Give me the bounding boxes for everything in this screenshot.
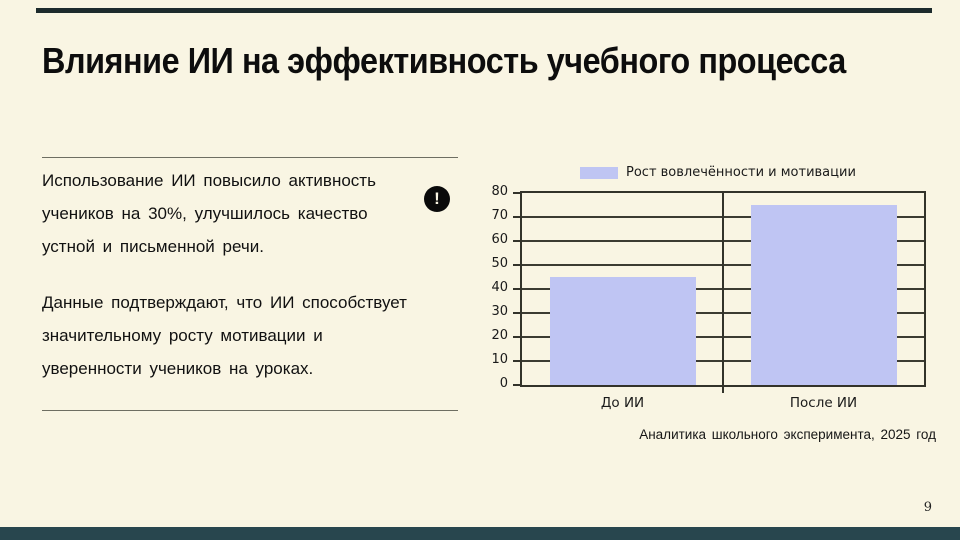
legend-label: Рост вовлечённости и мотивации [626,165,856,180]
y-tick-label: 60 [491,232,508,247]
paragraph-line: устной и письменной речи. [42,237,264,256]
paragraph-line: значительному росту мотивации и [42,326,323,345]
x-tick-label: До ИИ [600,395,645,411]
slide-title: Влияние ИИ на эффективность учебного процесса [42,40,846,81]
paragraph-line: Использование ИИ повысило активность [42,171,376,190]
exclamation-icon [424,186,450,212]
category-divider [722,193,724,393]
chart-plot-area [491,184,926,411]
y-tick-label: 40 [491,280,508,295]
paragraph-line: уверенности учеников на уроках. [42,359,314,378]
bar [550,277,696,385]
y-axis-tick [513,240,520,242]
text-panel-top-rule [42,157,458,158]
text-paragraph-1 [42,164,442,263]
y-tick-label: 20 [491,328,508,343]
y-axis-tick [513,216,520,218]
y-axis-tick [513,192,520,194]
y-tick-label: 80 [491,184,508,199]
page-number: 9 [923,500,932,515]
top-accent-line [36,8,932,13]
y-tick-label: 0 [499,376,508,391]
chart-legend [580,165,856,180]
text-paragraph-2 [42,286,442,385]
y-axis-tick [513,384,520,386]
bar [751,205,897,385]
y-axis-tick [513,264,520,266]
legend-swatch [580,167,618,179]
x-tick-label: После ИИ [789,395,858,411]
y-tick-label: 70 [491,208,508,223]
y-axis-tick [513,312,520,314]
paragraph-line: учеников на 30%, улучшилось качество [42,204,368,223]
y-tick-label: 30 [491,304,508,319]
y-tick-label: 50 [491,256,508,271]
exclamation-glyph: ! [434,189,440,208]
chart-caption: Аналитика школьного эксперимента, 2025 год [639,427,936,442]
y-axis-tick [513,336,520,338]
y-tick-label: 10 [491,352,508,367]
paragraph-line: Данные подтверждают, что ИИ способствует [42,293,407,312]
y-axis-tick [513,360,520,362]
text-panel-bottom-rule [42,410,458,411]
y-axis-tick [513,288,520,290]
footer-accent-bar [0,527,960,540]
